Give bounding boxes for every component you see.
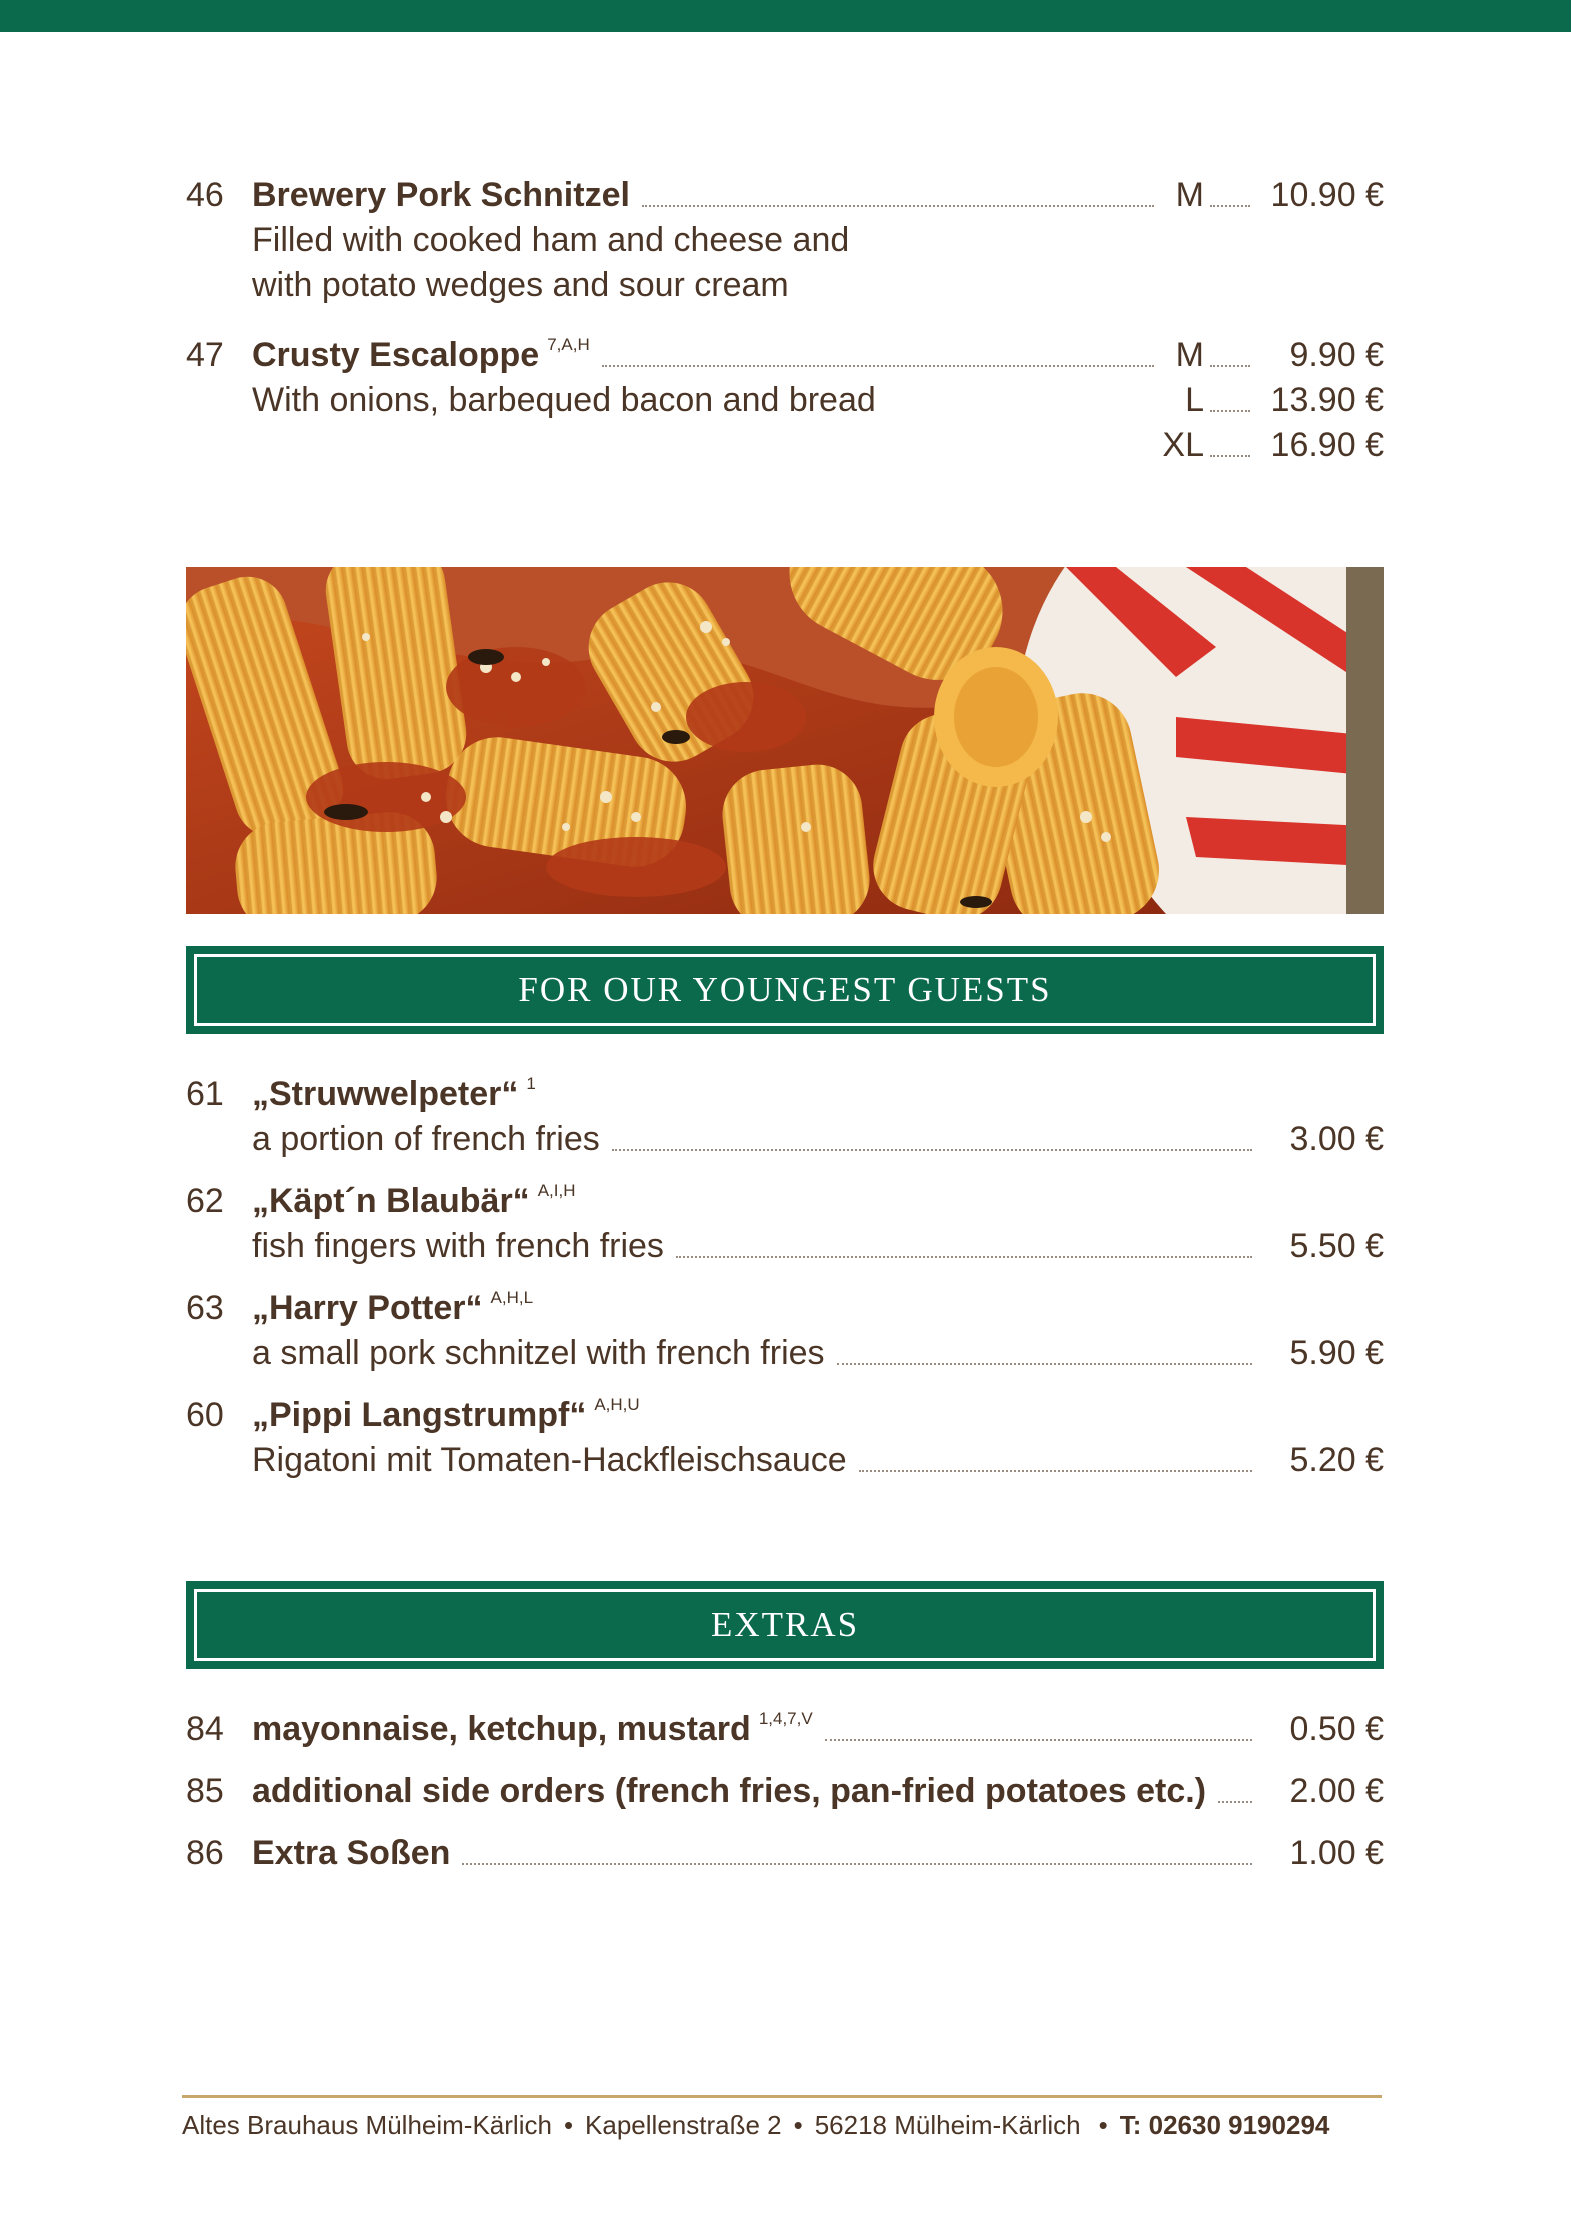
- extras-section: [186, 1707, 1384, 1876]
- street-address: Kapellenstraße 2: [585, 2110, 782, 2140]
- item-price: 1.00 €: [1289, 1834, 1384, 1872]
- leader-dots: [837, 1363, 1252, 1365]
- item-number: 85: [186, 1772, 224, 1810]
- leader-dots: [612, 1149, 1252, 1151]
- allergen-codes: 7,A,H: [547, 335, 590, 354]
- item-name: additional side orders (french fries, pan-fried potatoes etc.): [252, 1772, 1207, 1810]
- leader-dots: [642, 205, 1154, 207]
- menu-item: [186, 1831, 1384, 1876]
- leader-dots: [1210, 455, 1250, 457]
- menu-item: [186, 1769, 1384, 1814]
- leader-dots: [462, 1863, 1252, 1865]
- item-price: 2.00 €: [1289, 1772, 1384, 1810]
- restaurant-name: Altes Brauhaus Mülheim-Kärlich: [182, 2110, 552, 2140]
- menu-item: [186, 1179, 1384, 1269]
- item-price: 9.90 €: [1289, 336, 1384, 374]
- item-name: Crusty Escaloppe: [252, 336, 540, 374]
- leader-dots: [825, 1739, 1252, 1741]
- menu-item: [186, 1072, 1384, 1162]
- section-banner-kids: [186, 946, 1384, 1034]
- item-price: 5.20 €: [1289, 1441, 1384, 1479]
- item-price: 13.90 €: [1270, 381, 1384, 419]
- item-name: „Struwwelpeter“: [252, 1075, 519, 1113]
- item-number: 63: [186, 1289, 224, 1327]
- item-number: 47: [186, 336, 224, 374]
- item-name: „Harry Potter“: [252, 1289, 483, 1327]
- item-description: a small pork schnitzel with french fries: [252, 1334, 825, 1372]
- separator: •: [793, 2110, 803, 2140]
- leader-dots: [859, 1470, 1252, 1472]
- item-description: Rigatoni mit Tomaten-Hackfleischsauce: [252, 1441, 847, 1479]
- item-name: mayonnaise, ketchup, mustard: [252, 1710, 751, 1748]
- main-dishes-section: [186, 173, 1384, 468]
- item-description: fish fingers with french fries: [252, 1227, 664, 1265]
- menu-item: [186, 333, 1384, 468]
- allergen-codes: 1,4,7,V: [758, 1709, 813, 1728]
- section-banner-extras: [186, 1581, 1384, 1669]
- item-description: Filled with cooked ham and cheese and: [252, 221, 850, 259]
- allergen-codes: A,H,L: [490, 1288, 534, 1307]
- top-color-bar: [0, 0, 1571, 32]
- item-name: Extra Soßen: [252, 1834, 451, 1872]
- size-label: M: [1175, 336, 1204, 374]
- menu-item: [186, 1286, 1384, 1376]
- item-price: 5.50 €: [1289, 1227, 1384, 1265]
- item-name: „Käpt´n Blaubär“: [252, 1182, 530, 1220]
- item-number: 86: [186, 1834, 224, 1872]
- item-price: 10.90 €: [1270, 176, 1384, 214]
- footer-rule: [182, 2095, 1382, 2098]
- phone-number[interactable]: T: 02630 9190294: [1119, 2110, 1330, 2140]
- item-price: 0.50 €: [1289, 1710, 1384, 1748]
- footer-address: [182, 2110, 1386, 2141]
- leader-dots: [1210, 410, 1250, 412]
- leader-dots: [676, 1256, 1252, 1258]
- leader-dots: [1210, 205, 1250, 207]
- item-number: 61: [186, 1075, 224, 1113]
- item-price: 16.90 €: [1270, 426, 1384, 464]
- leader-dots: [1210, 365, 1250, 367]
- separator: •: [563, 2110, 574, 2140]
- leader-dots: [602, 365, 1154, 367]
- menu-item: [186, 1707, 1384, 1752]
- item-description: a portion of french fries: [252, 1120, 600, 1158]
- menu-item: [186, 173, 1384, 308]
- item-price: 5.90 €: [1289, 1334, 1384, 1372]
- size-label: L: [1185, 381, 1204, 419]
- item-number: 62: [186, 1182, 224, 1220]
- section-title: FOR OUR YOUNGEST GUESTS: [518, 970, 1052, 1009]
- size-label: XL: [1162, 426, 1204, 464]
- leader-dots: [1218, 1801, 1252, 1803]
- item-description: With onions, barbequed bacon and bread: [252, 381, 876, 419]
- item-name: Brewery Pork Schnitzel: [252, 176, 630, 214]
- menu-item: [186, 1393, 1384, 1483]
- size-label: M: [1175, 176, 1204, 214]
- item-number: 46: [186, 176, 224, 214]
- item-number: 60: [186, 1396, 224, 1434]
- kids-section: [186, 1072, 1384, 1483]
- item-price: 3.00 €: [1289, 1120, 1384, 1158]
- item-number: 84: [186, 1710, 224, 1748]
- item-name: „Pippi Langstrumpf“: [252, 1396, 587, 1434]
- allergen-codes: 1: [526, 1074, 536, 1093]
- rigatoni-photo: [186, 567, 1384, 914]
- rigatoni-image: [186, 567, 1384, 914]
- allergen-codes: A,I,H: [537, 1181, 576, 1200]
- item-description: with potato wedges and sour cream: [252, 266, 789, 304]
- separator: •: [1098, 2110, 1108, 2140]
- city: 56218 Mülheim-Kärlich: [814, 2110, 1081, 2140]
- allergen-codes: A,H,U: [594, 1395, 640, 1414]
- section-title: EXTRAS: [710, 1605, 860, 1644]
